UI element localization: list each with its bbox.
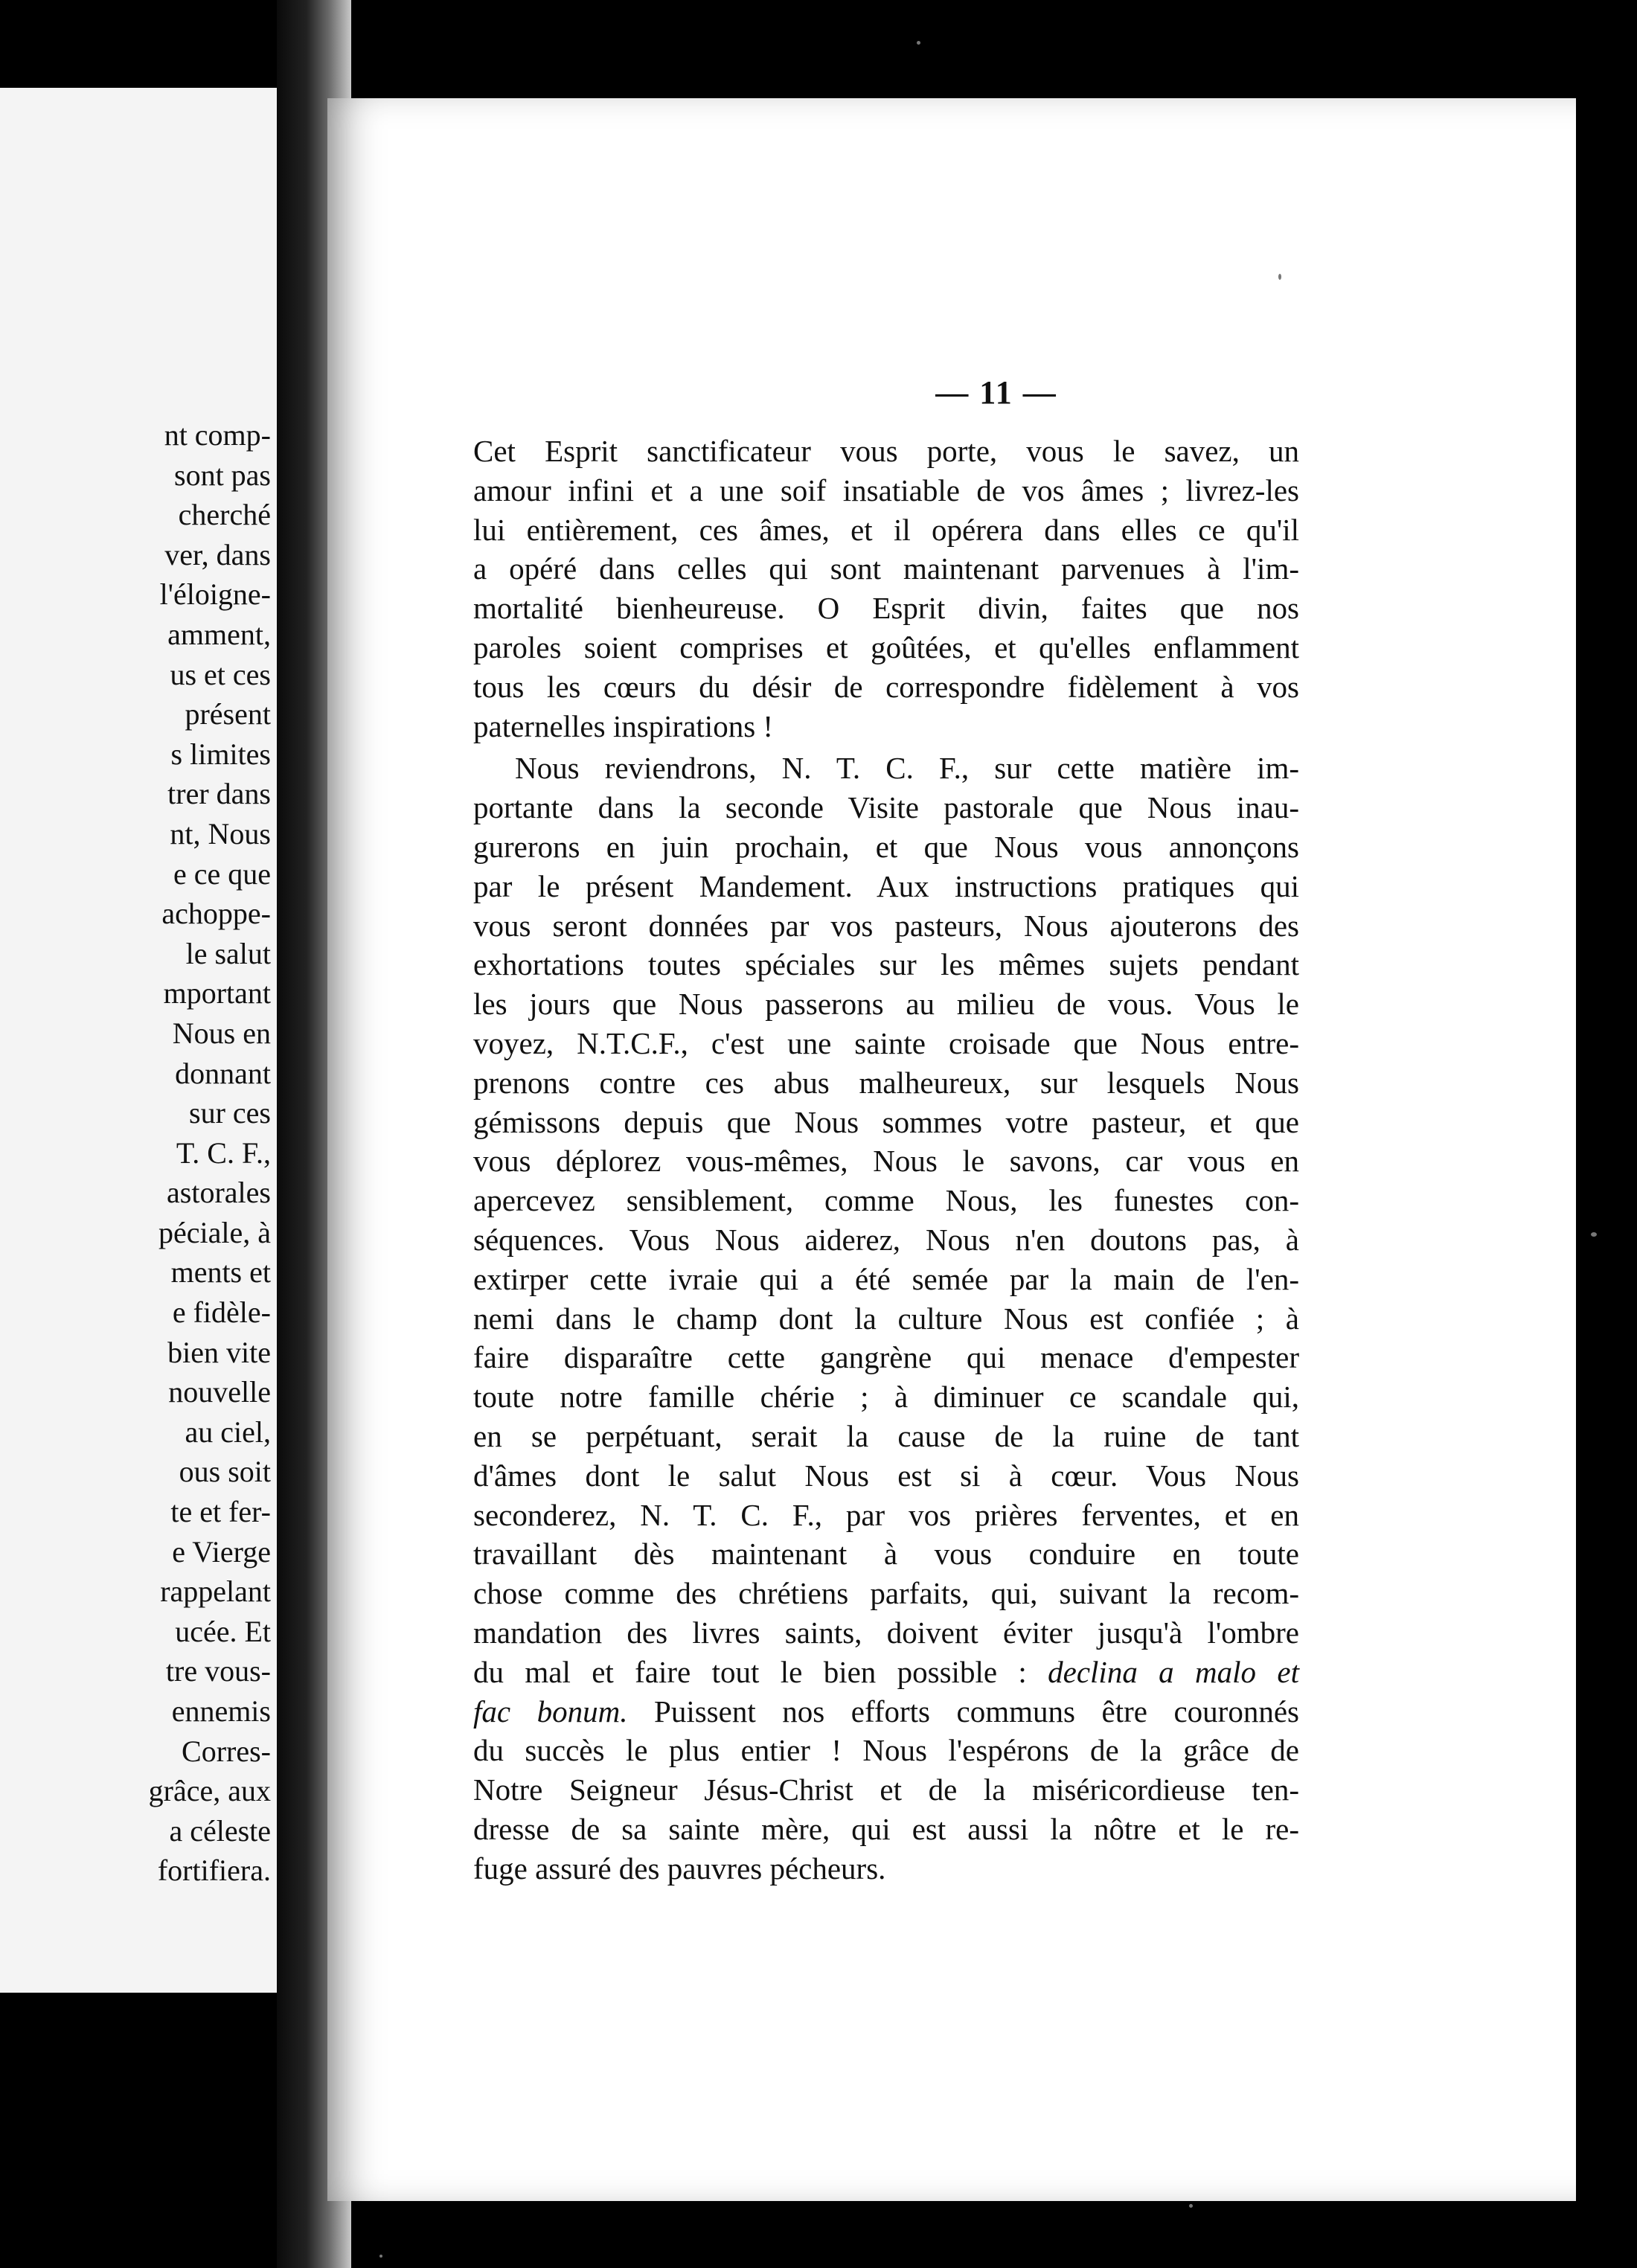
left-facing-page (0, 88, 277, 1993)
left-page-line: te et fer- (170, 1495, 271, 1529)
text-line: voyez, N.T.C.F., c'est une sainte croisade que Nous entre- (473, 1025, 1299, 1060)
paragraph-2-end (473, 1731, 1299, 1888)
text-line: gémissons depuis que Nous sommes votre pasteur, et que (473, 1104, 1299, 1139)
left-page-line: T. C. F., (176, 1135, 271, 1170)
left-page-line: donnant (175, 1056, 271, 1090)
right-page (327, 98, 1576, 2201)
left-page-line: ucée. Et (175, 1614, 271, 1648)
left-page-line: nt comp- (164, 418, 271, 452)
left-page-line: ments et (170, 1255, 271, 1290)
left-page-line: au ciel, (185, 1415, 271, 1449)
text-line: les jours que Nous passerons au milieu de vous. Vous le (473, 987, 1299, 1022)
text-line: Nous reviendrons, N. T. C. F., sur cette matière im- (515, 751, 1299, 786)
text-line: portante dans la seconde Visite pastorale que Nous inau- (473, 790, 1299, 825)
left-page-line: bien vite (167, 1335, 271, 1369)
left-page-line: rappelant (160, 1575, 271, 1609)
left-page-line: fortifiera. (157, 1854, 271, 1888)
text-line: d'âmes dont le salut Nous est si à cœur. Vous Nous (473, 1458, 1299, 1493)
left-page-line: ver, dans (164, 537, 271, 571)
left-page-line: l'éloigne- (159, 577, 271, 612)
text-line: extirper cette ivraie qui a été semée par la main de l'en- (473, 1261, 1299, 1296)
text-line: exhortations toutes spéciales sur les mêmes sujets pendant (473, 947, 1299, 982)
dust-speck (379, 2255, 382, 2258)
text-line: toute notre famille chérie ; à diminuer ce scandale qui, (473, 1380, 1299, 1415)
left-page-line: sont pas (174, 458, 271, 492)
left-page-line: nt, Nous (170, 816, 271, 850)
text-line: apercevez sensiblement, comme Nous, les funestes con- (473, 1183, 1299, 1218)
dust-speck (917, 41, 920, 45)
left-page-line: mportant (163, 976, 271, 1010)
dust-speck (1591, 1232, 1597, 1237)
left-page-text (3, 415, 271, 1891)
left-page-line: présent (185, 697, 271, 731)
text-line: seconderez, N. T. C. F., par vos prières ferventes, et en (473, 1497, 1299, 1532)
text-line: vous déplorez vous-mêmes, Nous le savons, car vous en (473, 1144, 1299, 1179)
latin-quote-part-2: fac bonum. (473, 1694, 628, 1729)
left-page-line: ous soit (179, 1455, 271, 1489)
text-line: lui entièrement, ces âmes, et il opérera dans elles ce qu'il (473, 512, 1299, 547)
dust-speck (1278, 274, 1281, 280)
left-page-line: us et ces (170, 657, 271, 691)
text-line: prenons contre ces abus malheureux, sur lesquels Nous (473, 1065, 1299, 1100)
text-line: a opéré dans celles qui sont maintenant parvenues à l'im- (473, 551, 1299, 586)
text-line: en se perpétuant, serait la cause de la ruine de tant (473, 1418, 1299, 1453)
text-line: travaillant dès maintenant à vous conduire en toute (473, 1537, 1299, 1572)
left-page-line: le salut (185, 936, 271, 970)
left-page-line: achoppe- (161, 897, 271, 931)
left-page-line: péciale, à (158, 1215, 271, 1249)
left-page-line: astorales (167, 1176, 271, 1210)
text-line: Cet Esprit sanctificateur vous porte, vous le savez, un (473, 434, 1299, 468)
text-line: fuge assuré des pauvres pécheurs. (473, 1851, 886, 1886)
text-line: par le présent Mandement. Aux instructions pratiques qui (473, 868, 1299, 903)
left-page-line: e ce que (173, 856, 271, 891)
text-line: faire disparaître cette gangrène qui menace d'empester (473, 1340, 1299, 1375)
text-line: du succès le plus entier ! Nous l'espérons de la grâce de (473, 1733, 1299, 1768)
text-line-latin-2: fac bonum. Puissent nos efforts communs être couronnés (473, 1694, 1299, 1729)
left-page-line: nouvelle (168, 1375, 271, 1409)
page-number: — 11 — (935, 374, 1057, 411)
text-line: paroles soient comprises et goûtées, et qu'elles enflamment (473, 630, 1299, 664)
left-page-line: sur ces (189, 1096, 271, 1130)
text-line-latin-1: du mal et faire tout le bien possible : declina a malo et (473, 1654, 1299, 1689)
left-page-line: cherché (178, 498, 271, 532)
text-line: gurerons en juin prochain, et que Nous vous annonçons (473, 829, 1299, 864)
text-line: mortalité bienheureuse. O Esprit divin, faites que nos (473, 591, 1299, 626)
left-page-line: e Vierge (172, 1534, 271, 1569)
text-line: séquences. Vous Nous aiderez, Nous n'en doutons pas, à (473, 1222, 1299, 1257)
text-line: mandation des livres saints, doivent éviter jusqu'à l'ombre (473, 1615, 1299, 1650)
left-page-line: trer dans (167, 777, 271, 811)
text-line: tous les cœurs du désir de correspondre fidèlement à vos (473, 669, 1299, 704)
dust-speck (1189, 2204, 1193, 2208)
left-page-line: ennemis (171, 1694, 271, 1728)
left-page-line: grâce, aux (148, 1774, 271, 1808)
left-page-line: Nous en (172, 1016, 271, 1050)
text-line: nemi dans le champ dont la culture Nous est confiée ; à (473, 1301, 1299, 1336)
text-line: Notre Seigneur Jésus-Christ et de la miséricordieuse ten- (473, 1772, 1299, 1807)
latin-quote-part-1: declina a malo et (1048, 1654, 1299, 1689)
left-page-line: s limites (170, 737, 271, 771)
page-body-text (473, 432, 1299, 1888)
text-line: paternelles inspirations ! (473, 708, 774, 743)
text-line: amour infini et a une soif insatiable de vos âmes ; livrez-les (473, 472, 1299, 507)
left-page-line: tre vous- (165, 1654, 271, 1688)
text-line: vous seront données par vos pasteurs, Nous ajouterons des (473, 908, 1299, 943)
left-page-line: e fidèle- (172, 1295, 271, 1330)
paragraph-1 (473, 432, 1299, 746)
text-line: chose comme des chrétiens parfaits, qui, suivant la recom- (473, 1576, 1299, 1611)
text-line: dresse de sa sainte mère, qui est aussi la nôtre et le re- (473, 1811, 1299, 1846)
left-page-line: Corres- (182, 1734, 271, 1768)
paragraph-2 (473, 749, 1299, 1652)
left-page-line: amment, (167, 617, 271, 651)
left-page-line: a céleste (169, 1813, 271, 1848)
